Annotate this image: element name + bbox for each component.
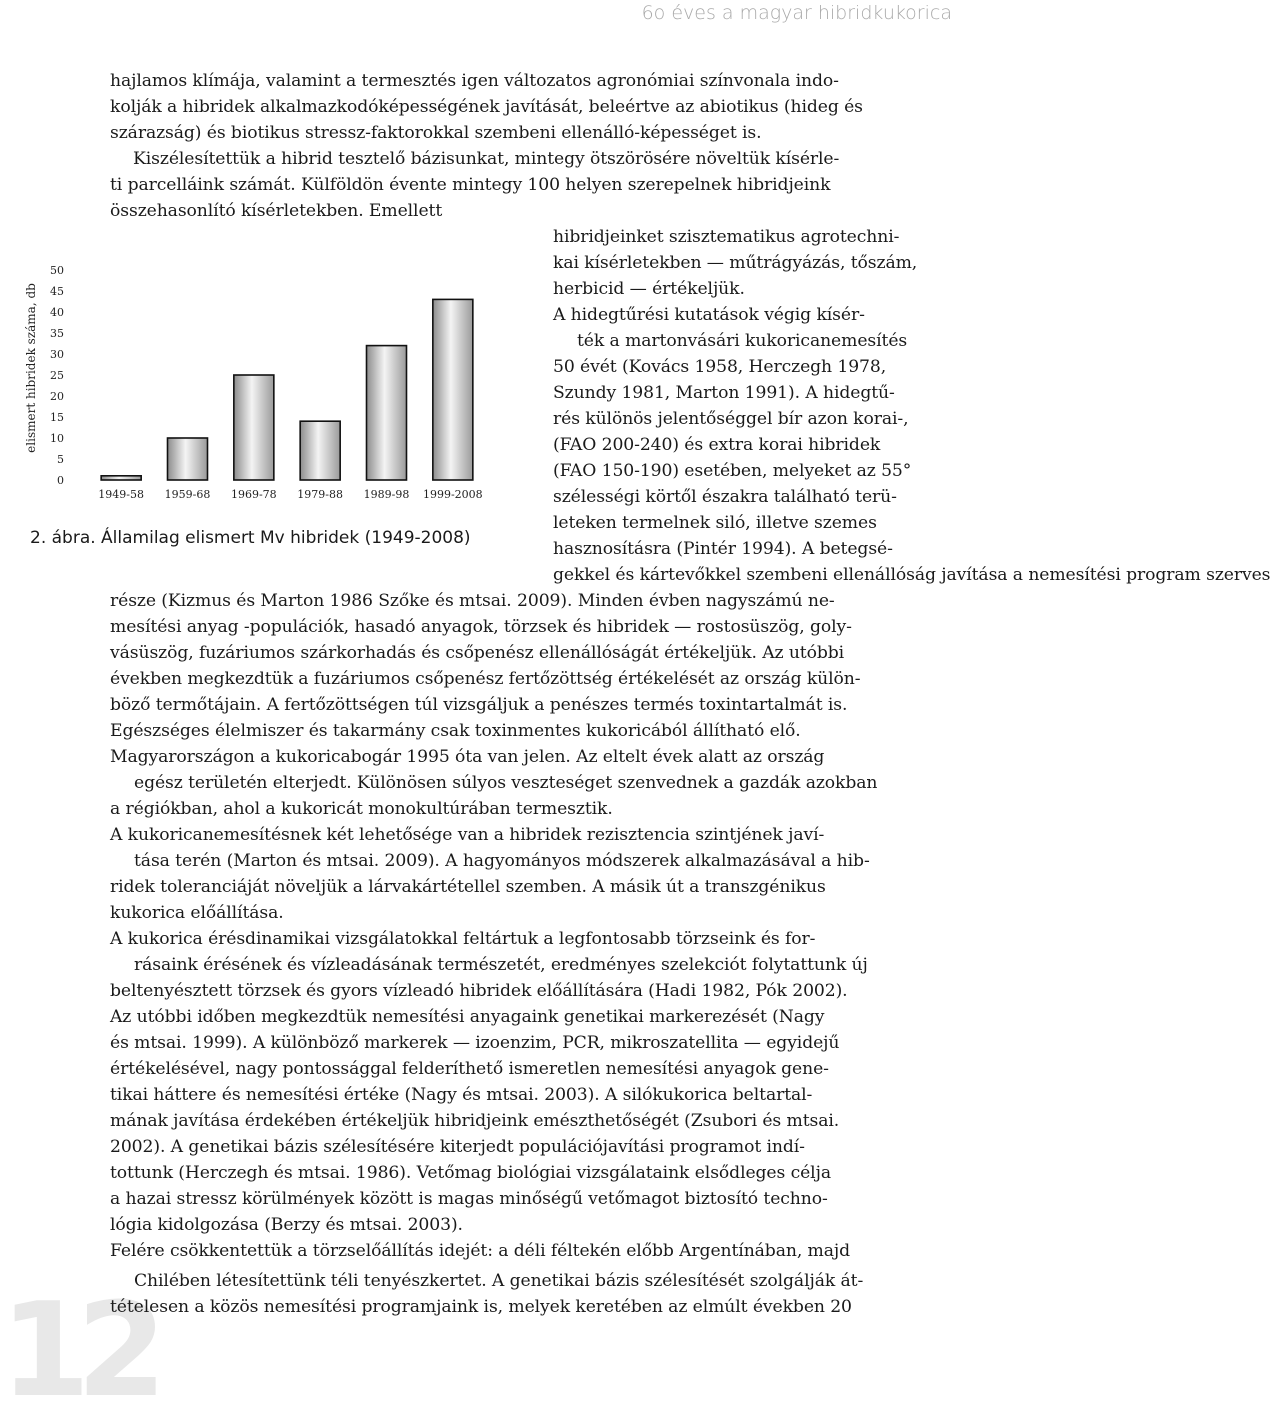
y-tick-label: 40 [50, 306, 64, 319]
text-line: hajlamos klímája, valamint a termesztés igen változatos agronómiai színvonala indo- [110, 71, 839, 91]
text-line: A kukoricanemesítésnek két lehetősége van a hibridek rezisztencia szintjének javí- [110, 825, 825, 845]
text-line: a hazai stressz körülmények között is magas minőségű vetőmagot biztosító techno- [110, 1189, 828, 1209]
text-line: egész területén elterjedt. Különösen súlyos veszteséget szenvednek a gazdák azokban [134, 773, 878, 793]
text-line: Felére csökkentettük a törzselőállítás idejét: a déli féltekén előbb Argentínában, majd [110, 1241, 851, 1261]
y-tick-label: 20 [50, 390, 64, 403]
text-line: tikai háttere és nemesítési értéke (Nagy és mtsai. 2003). A silókukorica beltartal- [110, 1085, 813, 1105]
text-line: kai kísérletekben — műtrágyázás, tőszám, [553, 253, 918, 273]
text-line: kukorica előállítása. [110, 903, 284, 923]
y-tick-label: 25 [50, 369, 64, 382]
text-line: gekkel és kártevőkkel szembeni ellenállóság javítása a nemesítési program szerves [553, 565, 1270, 585]
x-tick-label: 1959-68 [164, 488, 211, 501]
text-line: Szundy 1981, Marton 1991). A hidegtű- [553, 383, 895, 403]
text-line: rásaink érésének és vízleadásának természetét, eredményes szelekciót folytattunk új [134, 955, 868, 975]
x-tick-label: 1979-88 [297, 488, 344, 501]
text-line: A kukorica érésdinamikai vizsgálatokkal feltártuk a legfontosabb törzseink és for- [110, 929, 816, 949]
bar-1979-88 [300, 421, 340, 480]
text-line: (FAO 200-240) és extra korai hibridek [553, 435, 881, 455]
x-tick-label: 1949-58 [98, 488, 145, 501]
text-line: beltenyésztett törzsek és gyors vízleadó hibridek előállítására (Hadi 1982, Pók 2002). [110, 981, 848, 1001]
text-line: része (Kizmus és Marton 1986 Szőke és mtsai. 2009). Minden évben nagyszámú ne- [110, 591, 835, 611]
text-line: leteken termelnek siló, illetve szemes [553, 513, 877, 533]
text-line: ti parcelláink számát. Külföldön évente mintegy 100 helyen szerepelnek hibridjeink [110, 175, 831, 195]
text-line: kolják a hibridek alkalmazkodóképességének javítását, beleértve az abiotikus (hideg és [110, 97, 863, 117]
text-line: lógia kidolgozása (Berzy és mtsai. 2003). [110, 1215, 463, 1235]
text-line: (FAO 150-190) esetében, melyeket az 55° [553, 461, 912, 481]
text-line: ték a martonvásári kukoricanemesítés [577, 331, 908, 351]
text-line: hibridjeinket szisztematikus agrotechni- [553, 227, 900, 247]
bar-1959-68 [168, 438, 208, 480]
bar-1949-58 [101, 476, 141, 480]
bar-chart [18, 248, 518, 523]
y-tick-label: 5 [57, 453, 64, 466]
text-line: a régiókban, ahol a kukoricát monokultúrában termesztik. [110, 799, 613, 819]
bar-1999-2008 [433, 299, 473, 480]
text-line: szélességi körtől északra található terü- [553, 487, 897, 507]
page-number: 12 [0, 1274, 153, 1426]
text-line: összehasonlító kísérletekben. Emellett [110, 201, 443, 221]
text-line: hasznosításra (Pintér 1994). A betegsé- [553, 539, 893, 559]
y-tick-label: 35 [50, 327, 64, 340]
text-line: herbicid — értékeljük. [553, 279, 745, 299]
x-tick-label: 1969-78 [230, 488, 277, 501]
x-tick-label: 1989-98 [363, 488, 410, 501]
y-tick-label: 10 [50, 432, 64, 445]
text-line: tása terén (Marton és mtsai. 2009). A hagyományos módszerek alkalmazásával a hib- [134, 851, 870, 871]
y-tick-label: 0 [57, 474, 64, 487]
y-tick-label: 50 [50, 264, 64, 277]
text-line: értékelésével, nagy pontossággal felderíthető ismeretlen nemesítési anyagok gene- [110, 1059, 829, 1079]
text-line: mesítési anyag -populációk, hasadó anyagok, törzsek és hibridek — rostosüszög, goly- [110, 617, 852, 637]
text-line: ridek toleranciáját növeljük a lárvakártétellel szemben. A másik út a transzgénikus [110, 877, 826, 897]
text-line: vásüszög, fuzáriumos szárkorhadás és csőpenész ellenállóságát értékeljük. Az utóbbi [110, 643, 845, 663]
y-tick-label: 15 [50, 411, 64, 424]
bar-1969-78 [234, 375, 274, 480]
text-line: és mtsai. 1999). A különböző markerek — izoenzim, PCR, mikroszatellita — egyidejű [110, 1033, 840, 1053]
figure-caption: 2. ábra. Államilag elismert Mv hibridek (1949-2008) [30, 528, 471, 548]
text-line: Az utóbbi időben megkezdtük nemesítési anyagaink genetikai markerezését (Nagy [110, 1007, 825, 1027]
y-tick-label: 30 [50, 348, 64, 361]
text-line: Egészséges élelmiszer és takarmány csak toxinmentes kukoricából állítható elő. [110, 721, 801, 741]
x-tick-label: 1999-2008 [422, 488, 483, 501]
y-tick-label: 45 [50, 285, 64, 298]
text-line: A hidegtűrési kutatások végig kísér- [553, 305, 865, 325]
running-head: 6o éves a magyar hibridkukorica [641, 2, 952, 24]
text-line: 2002). A genetikai bázis szélesítésére kiterjedt populációjavítási programot indí- [110, 1137, 805, 1157]
text-line: tottunk (Herczegh és mtsai. 1986). Vetőmag biológiai vizsgálataink elsődleges célja [110, 1163, 831, 1183]
text-line: Kiszélesítettük a hibrid tesztelő bázisunkat, mintegy ötszörösére növeltük kísérle- [133, 149, 840, 169]
text-line: Magyarországon a kukoricabogár 1995 óta van jelen. Az eltelt évek alatt az ország [110, 747, 825, 767]
text-line: Chilében létesítettünk téli tenyészkertet. A genetikai bázis szélesítését szolgálják át- [134, 1271, 864, 1291]
text-line: tételesen a közös nemesítési programjaink is, melyek keretében az elmúlt években 20 [110, 1297, 852, 1317]
bar-1989-98 [367, 346, 407, 480]
text-line: mának javítása érdekében értékeljük hibridjeink emészthetőségét (Zsubori és mtsai. [110, 1111, 840, 1131]
text-line: 50 évét (Kovács 1958, Herczegh 1978, [553, 357, 887, 377]
y-axis-title: elismert hibridek száma, db [24, 283, 38, 453]
text-line: rés különös jelentőséggel bír azon korai-, [553, 409, 909, 429]
text-line: böző termőtájain. A fertőzöttségen túl vizsgáljuk a penészes termés toxintartalmát is. [110, 695, 848, 715]
text-line: szárazság) és biotikus stressz-faktorokkal szembeni ellenálló-képességet is. [110, 123, 762, 143]
text-line: években megkezdtük a fuzáriumos csőpenész fertőzöttség értékelését az ország külön- [110, 669, 861, 689]
